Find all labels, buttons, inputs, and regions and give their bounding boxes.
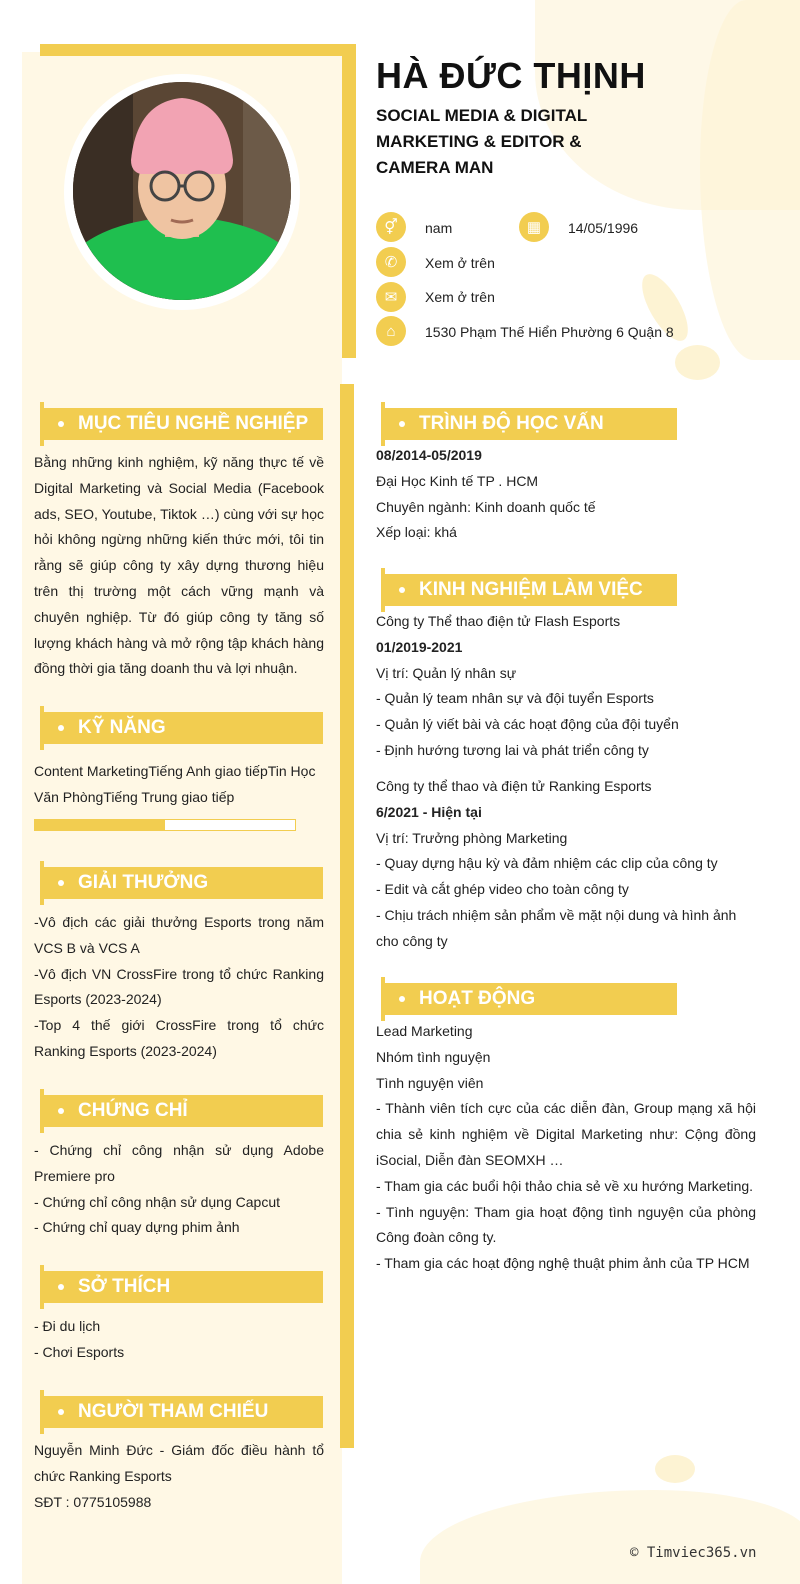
- activity-item: - Thành viên tích cực của các diễn đàn, Group mạng xã hội chia sẻ kinh nghiệm về Digital Marketing như: Cộng đồng iSocial, Diễn đàn SEOMXH …: [376, 1100, 756, 1168]
- accent-bar-header: [342, 52, 356, 358]
- education-period: 08/2014-05/2019: [376, 447, 482, 463]
- job-position: Vị trí: Trưởng phòng Marketing: [376, 829, 568, 846]
- job-task: - Chịu trách nhiệm sản phẩm về mặt nội dung và hình ảnh cho công ty: [376, 906, 737, 949]
- references-block: [34, 1438, 324, 1515]
- avatar-photo: [73, 82, 291, 300]
- section-title: MỤC TIÊU NGHỀ NGHIỆP: [78, 413, 309, 434]
- calendar-icon: ▦: [519, 212, 549, 242]
- accent-bar-top: [40, 44, 356, 56]
- certificate-item: - Chứng chỉ công nhận sử dụng Capcut: [34, 1193, 281, 1210]
- certificates-list: [34, 1138, 324, 1241]
- education-grade: Xếp loại: khá: [376, 524, 457, 541]
- award-item: -Vô địch VN CrossFire trong tổ chức Ranking Esports (2023-2024): [34, 965, 324, 1008]
- job-title: SOCIAL MEDIA & DIGITAL MARKETING & EDITOR & CAMERA MAN: [376, 106, 587, 177]
- section-title: HOẠT ĐỘNG: [419, 988, 536, 1009]
- gender-icon: ⚥: [376, 212, 406, 242]
- job-task: - Quản lý viết bài và các hoạt động của đội tuyển: [376, 716, 679, 733]
- job-period: 01/2019-2021: [376, 638, 463, 655]
- award-item: -Vô địch các giải thưởng Esports trong năm VCS B và VCS A: [34, 914, 324, 956]
- certificate-item: - Chứng chỉ quay dựng phim ảnh: [34, 1219, 240, 1236]
- education-block: [376, 443, 756, 546]
- address-value: 1530 Phạm Thế Hiển Phường 6 Quận 8: [425, 324, 674, 340]
- avatar: [73, 82, 291, 300]
- education-school: Đại Học Kinh tế TP . HCM: [376, 472, 539, 489]
- section-header-references: [44, 1396, 323, 1428]
- section-title: SỞ THÍCH: [78, 1276, 171, 1297]
- section-header-certificates: [44, 1095, 323, 1127]
- objective-text: Bằng những kinh nghiệm, kỹ năng thực tế về Digital Marketing và Social Media (Facebook ads, SEO, Youtube, Tiktok …) cùng với sự học hỏi không ngừng những kiến thức mới, tôi tin rằng sẽ giúp công ty xây dựng thương hiệu trên thị trường một cách vững mạnh và chuyên nghiệp. Từ đó giúp công ty tăng số lượng khách hàng và mở rộng tập khách hàng đồng thời gia tăng doanh thu và lợi nhuận.: [34, 454, 324, 677]
- skills-text: Content MarketingTiếng Anh giao tiếpTin Học Văn PhòngTiếng Trung giao tiếp: [34, 763, 316, 805]
- job-position: Vị trí: Quản lý nhân sự: [376, 664, 517, 681]
- gender-value: nam: [425, 220, 453, 236]
- section-header-objective: [44, 408, 323, 440]
- birthday-value: 14/05/1996: [568, 220, 639, 236]
- decor-blob: [675, 345, 720, 380]
- skill-level-fill: [35, 820, 165, 830]
- hobby-item: - Chơi Esports: [34, 1343, 125, 1360]
- certificate-item: - Chứng chỉ công nhận sử dụng Adobe Premiere pro: [34, 1142, 324, 1184]
- section-header-education: [385, 408, 677, 440]
- section-header-skills: [44, 712, 323, 744]
- envelope-icon: ✉: [376, 282, 406, 312]
- decor-blob: [700, 0, 800, 360]
- section-header-activities: [385, 983, 677, 1015]
- skill-level-bar: [34, 819, 296, 831]
- section-title: NGƯỜI THAM CHIẾU: [78, 1401, 269, 1422]
- job-task: - Định hướng tương lai và phát triển công ty: [376, 741, 649, 758]
- hobbies-list: [34, 1314, 324, 1366]
- accent-bar-divider: [340, 384, 354, 1448]
- section-title: TRÌNH ĐỘ HỌC VẤN: [419, 413, 604, 434]
- candidate-name: HÀ ĐỨC THỊNH: [376, 55, 646, 96]
- award-item: -Top 4 thế giới CrossFire trong tổ chức Ranking Esports (2023-2024): [34, 1017, 324, 1059]
- section-title: CHỨNG CHỈ: [78, 1100, 188, 1121]
- activity-item: - Tham gia các buổi hội thảo chia sẻ về xu hướng Marketing.: [376, 1177, 754, 1194]
- job-company: Công ty Thể thao điện tử Flash Esports: [376, 613, 621, 629]
- watermark[interactable]: © Timviec365.vn: [630, 1545, 757, 1561]
- activities-block: [376, 1019, 756, 1277]
- section-title: GIẢI THƯỞNG: [78, 872, 209, 893]
- section-header-hobbies: [44, 1271, 323, 1303]
- section-header-experience: [385, 574, 677, 606]
- experience-job-2: [376, 774, 756, 955]
- decor-blob: [420, 1490, 800, 1584]
- activity-item: - Tình nguyện: Tham gia hoạt động tình nguyện của phòng Công đoàn công ty.: [376, 1203, 756, 1246]
- activity-group: Nhóm tình nguyện: [376, 1048, 491, 1065]
- job-company: Công ty thể thao và điện tử Ranking Esports: [376, 778, 652, 794]
- education-major: Chuyên ngành: Kinh doanh quốc tế: [376, 498, 596, 515]
- job-period: 6/2021 - Hiện tại: [376, 803, 482, 820]
- experience-job-1: [376, 609, 756, 764]
- job-task: - Quay dựng hậu kỳ và đảm nhiệm các clip của công ty: [376, 855, 718, 872]
- reference-text: Nguyễn Minh Đức - Giám đốc điều hành tổ chức Ranking Esports: [34, 1442, 324, 1484]
- section-title: KINH NGHIỆM LÀM VIỆC: [419, 579, 643, 600]
- phone-value: Xem ở trên: [425, 255, 495, 271]
- job-task: - Edit và cắt ghép video cho toàn công ty: [376, 881, 629, 898]
- home-icon: ⌂: [376, 316, 406, 346]
- email-value: Xem ở trên: [425, 289, 495, 305]
- section-header-awards: [44, 867, 323, 899]
- decor-blob: [655, 1455, 695, 1483]
- job-task: - Quản lý team nhân sự và đội tuyển Esports: [376, 690, 654, 707]
- activity-title: Tình nguyện viên: [376, 1074, 484, 1091]
- activity-item: - Tham gia các hoạt động nghệ thuật phim ảnh của TP HCM: [376, 1255, 750, 1272]
- activity-role: Lead Marketing: [376, 1023, 473, 1039]
- hobby-item: - Đi du lịch: [34, 1318, 101, 1334]
- phone-icon: ✆: [376, 247, 406, 277]
- reference-phone: SĐT : 0775105988: [34, 1493, 152, 1510]
- section-title: KỸ NĂNG: [78, 717, 166, 738]
- awards-list: [34, 910, 324, 1065]
